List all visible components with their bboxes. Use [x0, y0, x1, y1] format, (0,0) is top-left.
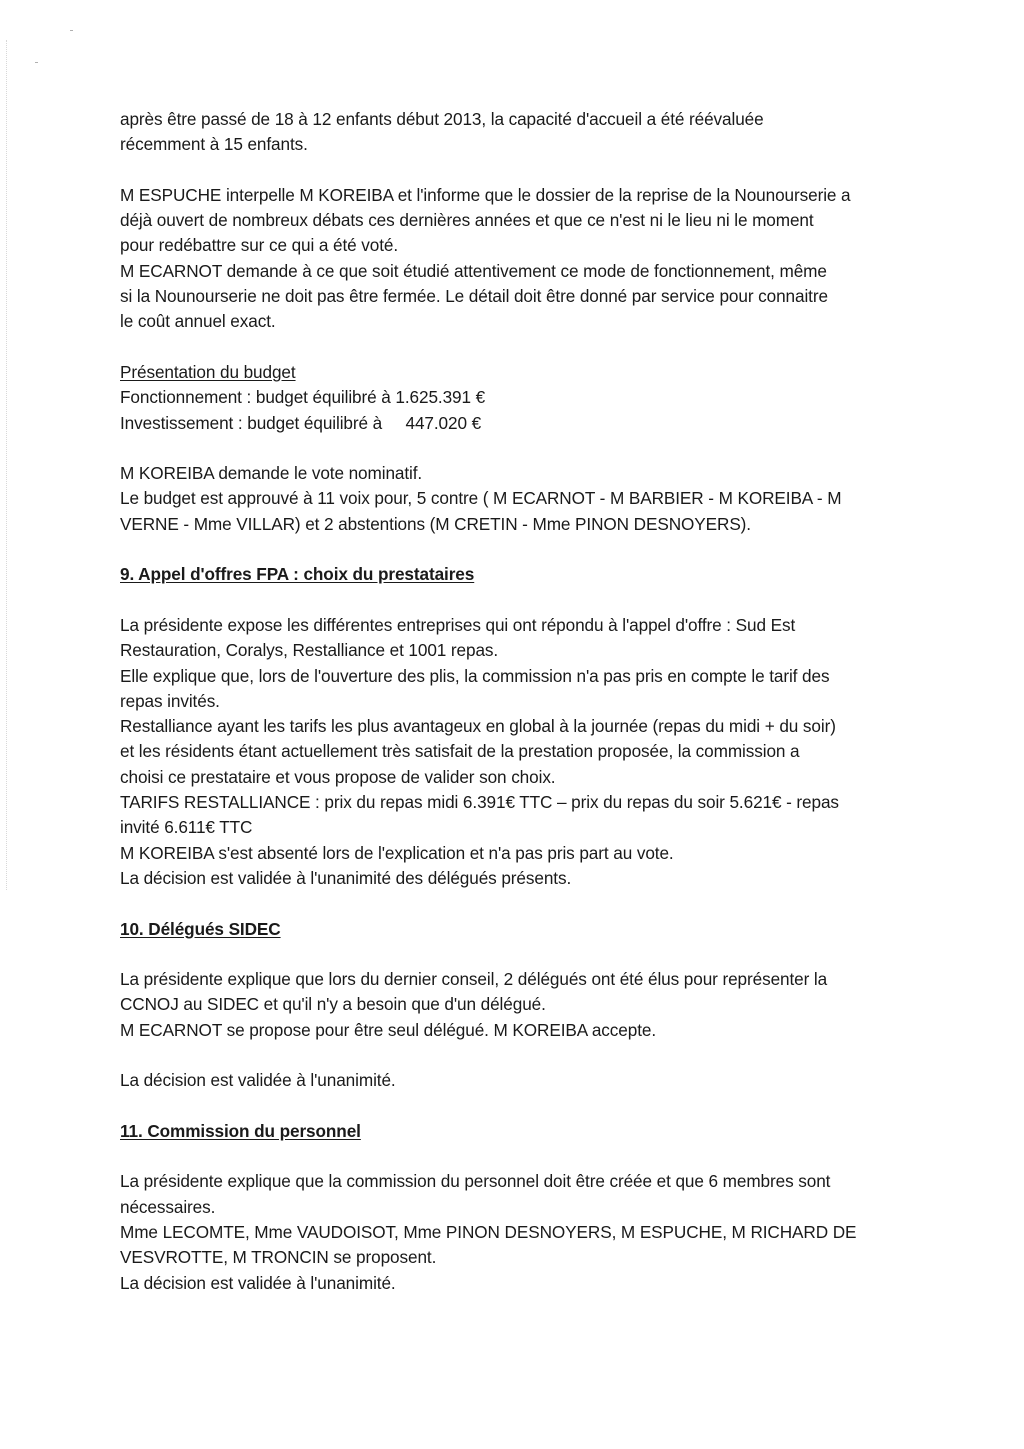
paragraph-gap — [120, 1043, 940, 1068]
text-line: La décision est validée à l'unanimité. — [120, 1272, 396, 1293]
text-line: M KOREIBA s'est absenté lors de l'explication et n'a pas pris part au vote. — [120, 842, 674, 863]
heading-line — [120, 562, 940, 587]
paragraph — [120, 107, 940, 158]
text-line: M ESPUCHE interpelle M KOREIBA et l'informe que le dossier de la reprise de la Nounourserie a — [120, 184, 851, 205]
text-line: Elle explique que, lors de l'ouverture des plis, la commission n'a pas pris en compte le tarif des — [120, 665, 830, 686]
text-line: Investissement : budget équilibré à 447.020 € — [120, 412, 482, 433]
document-page — [120, 107, 940, 1296]
subsection-title: Présentation du budget — [120, 361, 296, 382]
paragraph — [120, 461, 940, 537]
text-line: invité 6.611€ TTC — [120, 817, 253, 838]
text-line: La présidente explique que lors du dernier conseil, 2 délégués ont été élus pour représenter la — [120, 969, 828, 990]
paragraph-gap — [120, 891, 940, 916]
text-line: VERNE - Mme VILLAR) et 2 abstentions (M CRETIN - Mme PINON DESNOYERS). — [120, 513, 751, 534]
heading-line — [120, 360, 940, 385]
text-line: Mme LECOMTE, Mme VAUDOISOT, Mme PINON DESNOYERS, M ESPUCHE, M RICHARD DE — [120, 1222, 857, 1243]
text-line: M ECARNOT se propose pour être seul délégué. M KOREIBA accepte. — [120, 1019, 657, 1040]
text-line: choisi ce prestataire et vous propose de valider son choix. — [120, 766, 556, 787]
section-heading: 9. Appel d'offres FPA : choix du prestataires — [120, 564, 475, 585]
paragraph-gap — [120, 158, 940, 183]
paragraph — [120, 385, 940, 436]
paragraph-gap — [120, 436, 940, 461]
section-heading: 11. Commission du personnel — [120, 1120, 361, 1141]
text-line: déjà ouvert de nombreux débats ces dernières années et que ce n'est ni le lieu ni le moment — [120, 210, 814, 231]
paragraph — [120, 613, 940, 891]
paragraph-gap — [120, 537, 940, 562]
text-line: Le budget est approuvé à 11 voix pour, 5 contre ( M ECARNOT - M BARBIER - M KOREIBA - M — [120, 488, 842, 509]
text-line: VESVROTTE, M TRONCIN se proposent. — [120, 1247, 437, 1268]
text-line: repas invités. — [120, 690, 220, 711]
paragraph-gap — [120, 588, 940, 613]
text-line: La présidente explique que la commission du personnel doit être créée et que 6 membres sont — [120, 1171, 831, 1192]
text-line: récemment à 15 enfants. — [120, 134, 308, 155]
text-line: le coût annuel exact. — [120, 311, 276, 332]
text-line: et les résidents étant actuellement très satisfait de la prestation proposée, la commission a — [120, 741, 800, 762]
paragraph-gap — [120, 1144, 940, 1169]
scan-speck — [70, 30, 73, 31]
text-line: pour redébattre sur ce qui a été voté. — [120, 235, 399, 256]
paragraph-gap — [120, 1094, 940, 1119]
heading-line — [120, 917, 940, 942]
text-line: Fonctionnement : budget équilibré à 1.625.391 € — [120, 387, 486, 408]
scan-edge-artifact — [6, 40, 8, 890]
text-line: Restauration, Coralys, Restalliance et 1001 repas. — [120, 640, 499, 661]
text-line: nécessaires. — [120, 1196, 216, 1217]
section-heading: 10. Délégués SIDEC — [120, 918, 281, 939]
text-line: Restalliance ayant les tarifs les plus avantageux en global à la journée (repas du midi + du soir) — [120, 716, 836, 737]
text-line: La décision est validée à l'unanimité des délégués présents. — [120, 867, 572, 888]
paragraph — [120, 1068, 940, 1093]
text-line: si la Nounourserie ne doit pas être fermée. Le détail doit être donné par service pour connaitre — [120, 286, 828, 307]
text-line: TARIFS RESTALLIANCE : prix du repas midi 6.391€ TTC – prix du repas du soir 5.621€ - repas — [120, 792, 839, 813]
scan-speck — [35, 62, 38, 63]
paragraph-gap — [120, 335, 940, 360]
text-line: après être passé de 18 à 12 enfants début 2013, la capacité d'accueil a été réévaluée — [120, 109, 764, 129]
text-line: La présidente expose les différentes entreprises qui ont répondu à l'appel d'offre : Sud Est — [120, 614, 796, 635]
text-line: La décision est validée à l'unanimité. — [120, 1070, 396, 1091]
text-line: CCNOJ au SIDEC et qu'il n'y a besoin que d'un délégué. — [120, 994, 546, 1015]
text-line: M ECARNOT demande à ce que soit étudié attentivement ce mode de fonctionnement, même — [120, 260, 827, 281]
text-line: M KOREIBA demande le vote nominatif. — [120, 463, 423, 484]
paragraph — [120, 183, 940, 335]
paragraph-gap — [120, 942, 940, 967]
paragraph — [120, 1169, 940, 1295]
heading-line — [120, 1119, 940, 1144]
paragraph — [120, 967, 940, 1043]
